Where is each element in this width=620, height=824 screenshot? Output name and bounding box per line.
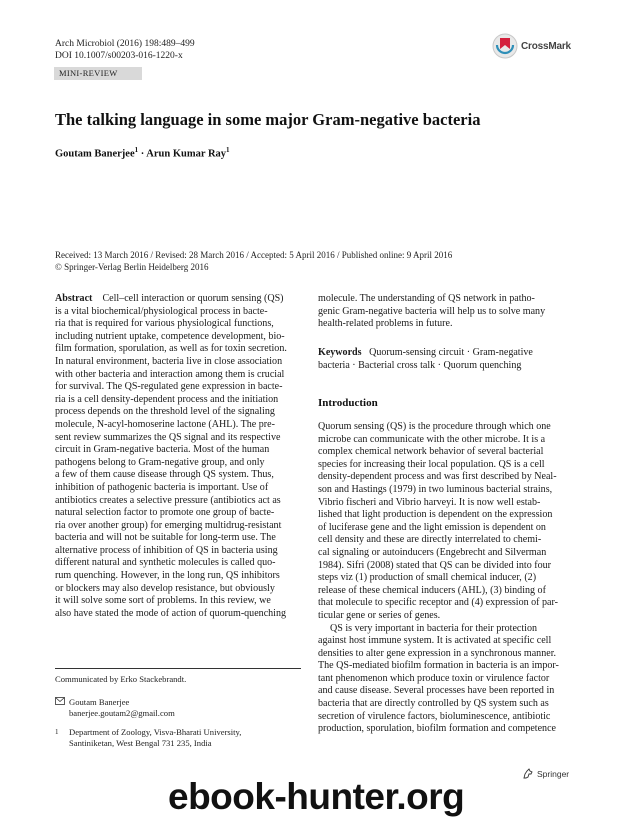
paper-title: The talking language in some major Gram-negative bacteria — [55, 110, 481, 129]
abstract-line: ria that is required for various physiological functions, — [55, 318, 274, 330]
intro-line: ticular gene or series of genes. — [318, 609, 441, 621]
abstract-line: Abstract Cell–cell interaction or quorum sensing (QS) — [55, 293, 284, 304]
abstract-line: process depends on the threshold level of the signaling — [55, 406, 275, 418]
intro-line: densities to alter gene expression in a synchronous manner. — [318, 647, 556, 659]
intro-line: cell density and these are directly interrelated to chemi- — [318, 534, 542, 546]
abstract-line: ria over another group) for emerging multidrug-resistant — [55, 519, 282, 531]
introduction-heading: Introduction — [318, 397, 378, 409]
intro-line: 1984). Sifri (2008) stated that QS can be divided into four — [318, 559, 551, 571]
author-separator: · — [138, 148, 147, 160]
intro-line: The QS-mediated biofilm formation in bacteria is an impor- — [318, 660, 559, 672]
crossmark-icon — [492, 33, 518, 59]
abstract-line: film formation, sporulation, as well as for toxin secretion. — [55, 343, 287, 355]
abstract-line: is a vital biochemical/physiological process in bacte- — [55, 305, 268, 317]
journal-citation: Arch Microbiol (2016) 198:489–499 — [55, 39, 195, 49]
copyright-notice: © Springer-Verlag Berlin Heidelberg 2016 — [55, 261, 209, 272]
abstract-line: for survival. The QS-regulated gene expression in bacte- — [55, 381, 283, 393]
abstract-line: natural selection factor to promote one group of bacte- — [55, 507, 275, 519]
abstract-line: rum quenching. However, in the long run, QS inhibitors — [55, 570, 280, 582]
affiliation-mark: 1 — [55, 728, 59, 736]
abstract-line: molecule. The understanding of QS network in patho- — [318, 293, 535, 304]
journal-doi[interactable]: DOI 10.1007/s00203-016-1220-x — [55, 51, 183, 61]
author-affiliation-mark: 1 — [226, 146, 230, 154]
intro-line: secretion of virulence factors, bioluminescence, antibiotic — [318, 710, 551, 722]
abstract-line: antibiotics creates a selective pressure (antibiotics act as — [55, 494, 281, 506]
crossmark-badge[interactable] — [492, 33, 571, 59]
abstract-continued — [318, 293, 564, 331]
affiliation-line: Department of Zoology, Visva-Bharati University, — [69, 727, 242, 737]
intro-line: release of these chemical inducers (AHL), (3) binding of — [318, 584, 546, 596]
intro-line: microbe can communicate with the other microbe. It is a — [318, 433, 546, 445]
journal-meta — [55, 38, 195, 62]
author-name[interactable]: Goutam Banerjee — [55, 148, 135, 160]
abstract-line: circuit in Gram-negative bacteria. Most of the human — [55, 444, 270, 456]
intro-line: bacteria that are directly controlled by QS system such as — [318, 698, 549, 710]
communicated-by: Communicated by Erko Stackebrandt. — [55, 674, 187, 684]
intro-line: Quorum sensing (QS) is the procedure through which one — [318, 421, 551, 432]
intro-line: complex chemical network behavior of several bacterial — [318, 446, 544, 458]
publisher-logo — [522, 768, 569, 780]
abstract-line: inhibition of pathogenic bacteria is important. Use of — [55, 481, 269, 493]
abstract-line: it will solve some sort of problems. In this review, we — [55, 595, 271, 607]
intro-line: QS is very important in bacteria for their protection — [330, 622, 538, 634]
abstract-line: including nutrient uptake, competence development, bio- — [55, 330, 285, 342]
keywords — [318, 347, 564, 372]
intro-line: production, sporulation, biofilm formation and competence — [318, 723, 556, 735]
watermark-text: ebook-hunter.org — [168, 776, 465, 817]
abstract-line: In natural environment, bacteria live in close association — [55, 355, 283, 367]
envelope-icon — [55, 697, 69, 708]
abstract-line: a few of them cause disease through QS system. Thus, — [55, 469, 274, 481]
publication-dates — [55, 250, 452, 273]
abstract-line: with other bacteria and interaction among them is crucial — [55, 368, 285, 380]
intro-line: species for increasing their local population. QS is a cell — [318, 458, 545, 470]
corresponding-name: Goutam Banerjee — [69, 697, 130, 707]
intro-line: son and Hastings (1979) in two luminous bacterial strains, — [318, 483, 553, 495]
affiliation — [55, 727, 301, 751]
affiliation-line: Santiniketan, West Bengal 731 235, India — [69, 738, 212, 748]
keywords-label: Keywords — [318, 347, 362, 358]
abstract-line: different natural and synthetic molecules is called quo- — [55, 557, 276, 569]
intro-line: tant phenomenon which produce toxin or virulence factor — [318, 672, 550, 684]
abstract-line: bacteria and will not be suitable for long-term use. The — [55, 532, 276, 544]
keywords-line: bacteria · Bacterial cross talk · Quorum quenching — [318, 359, 522, 371]
introduction-body — [318, 421, 564, 736]
abstract-line: also have stated the mode of action of quorum-quenching — [55, 607, 287, 619]
intro-line: Vibrio fischeri and Vibrio harveyi. It is now well estab- — [318, 496, 541, 508]
abstract-label: Abstract — [55, 293, 93, 304]
intro-line: that molecule to specific receptor and (4) expression of par- — [318, 597, 558, 609]
publisher-name: Springer — [537, 769, 570, 779]
intro-line: cal signaling or autoinducers (Engebrecht and Silverman — [318, 546, 547, 558]
corresponding-author — [55, 697, 301, 721]
intro-line: of luciferase gene and the light emission is dependent on — [318, 521, 546, 533]
abstract-line: sent review summarizes the QS signal and its respective — [55, 431, 281, 443]
intro-line: and cause disease. Several processes have been reported in — [318, 685, 555, 697]
author-affiliation-mark: 1 — [134, 146, 139, 154]
crossmark-label: CrossMark — [521, 40, 571, 52]
footnote-divider — [55, 668, 301, 669]
abstract-line: pathogens belong to Gram-negative group, and only — [55, 456, 265, 468]
abstract-line: health-related problems in future. — [318, 318, 453, 330]
abstract-line: ria is a cell density-dependent process and the initiation — [55, 393, 279, 405]
publication-history: Received: 13 March 2016 / Revised: 28 March 2016 / Accepted: 5 April 2016 / Published online: 9 April 2016 — [55, 250, 453, 260]
intro-line: lished that light production is dependent on the expression — [318, 509, 553, 521]
author-list — [55, 146, 230, 160]
keywords-line: Keywords Quorum-sensing circuit · Gram-negative — [318, 347, 533, 358]
springer-horse-icon — [522, 768, 534, 780]
abstract-line: or blockers may also develop resistance, but obviously — [55, 582, 275, 594]
intro-line: density-dependent process and was first described by Neal- — [318, 471, 557, 483]
corresponding-email[interactable]: banerjee.goutam2@gmail.com — [69, 708, 175, 718]
abstract-line: molecule, N-acyl-homoserine lactone (AHL). The pre- — [55, 418, 275, 430]
abstract-line: alternative process of inhibition of QS in bacteria using — [55, 544, 278, 556]
author-name[interactable]: Arun Kumar Ray — [146, 148, 227, 160]
abstract-column — [55, 293, 301, 620]
abstract-line: genic Gram-negative bacteria will help us to solve many — [318, 305, 546, 317]
intro-line: steps viz (1) production of small chemical inducer, (2) — [318, 572, 537, 584]
intro-line: against host immune system. It is activated at specific cell — [318, 635, 552, 647]
section-badge: MINI-REVIEW — [54, 67, 142, 80]
